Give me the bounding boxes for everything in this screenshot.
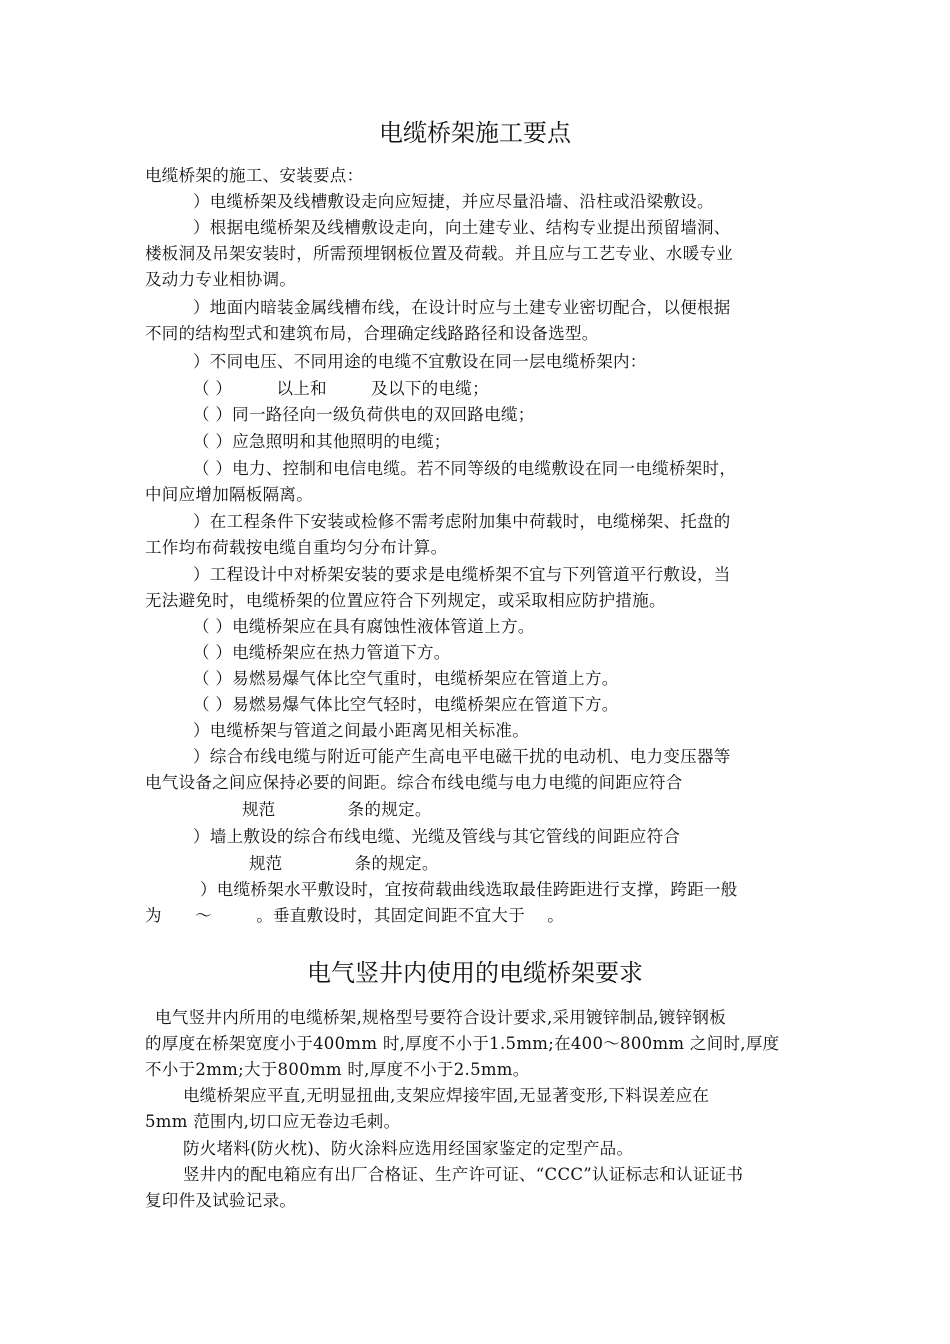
section-2-line: 的厚度在桥架宽度小于400mm 时,厚度不小于1.5mm;在400～800mm 之间时,厚度 xyxy=(145,1034,780,1053)
section-1-line: ）工程设计中对桥架安装的要求是电缆桥架不宜与下列管道平行敷设，当 xyxy=(193,565,731,584)
section-2-line: 电缆桥架应平直,无明显扭曲,支架应焊接牢固,无显著变形,下料误差应在 xyxy=(183,1086,710,1105)
section-1-line: 电缆桥架的施工、安装要点： xyxy=(145,166,364,185)
section-1-line: ）综合布线电缆与附近可能产生高电平电磁干扰的电动机、电力变压器等 xyxy=(193,747,731,766)
section-2-line: 防火堵料(防火枕)、防火涂料应选用经国家鉴定的定型产品。 xyxy=(183,1139,634,1158)
section-1-line: （ ）电缆桥架应在热力管道下方。 xyxy=(193,643,451,662)
section-1-line: ）不同电压、不同用途的电缆不宜敷设在同一层电缆桥架内： xyxy=(193,352,647,371)
section-1-line: ）墙上敷设的综合布线电缆、光缆及管线与其它管线的间距应符合 xyxy=(193,827,681,846)
section-1-line: ）电缆桥架及线槽敷设走向应短捷，并应尽量沿墙、沿柱或沿梁敷设。 xyxy=(193,192,714,211)
section-1-line: （ ）易燃易爆气体比空气重时，电缆桥架应在管道上方。 xyxy=(193,669,619,688)
section-2-title: 电气竖井内使用的电缆桥架要求 xyxy=(307,959,643,987)
section-1-line: ）电缆桥架水平敷设时，宜按荷载曲线选取最佳跨距进行支撑，跨距一般 xyxy=(200,880,738,899)
section-1-line: ）电缆桥架与管道之间最小距离见相关标准。 xyxy=(193,721,529,740)
section-1-line: 及动力专业相协调。 xyxy=(145,270,297,289)
section-1-line: （ ）电缆桥架应在具有腐蚀性液体管道上方。 xyxy=(193,617,535,636)
section-1-line: ）根据电缆桥架及线槽敷设走向，向土建专业、结构专业提出预留墙洞、 xyxy=(193,218,731,237)
section-1-line: 电气设备之间应保持必要的间距。综合布线电缆与电力电缆的间距应符合 xyxy=(145,773,683,792)
section-1-line: （ ）应急照明和其他照明的电缆； xyxy=(193,432,451,451)
section-2-line: 竖井内的配电箱应有出厂合格证、生产许可证、“CCC”认证标志和认证证书 xyxy=(183,1165,744,1184)
section-2-line: 5mm 范围内,切口应无卷边毛刺。 xyxy=(145,1112,401,1131)
section-1-line: ）在工程条件下安装或检修不需考虑附加集中荷载时，电缆梯架、托盘的 xyxy=(193,512,731,531)
section-1-line: （ ）同一路径向一级负荷供电的双回路电缆； xyxy=(193,405,535,424)
section-1-line: （ ）电力、控制和电信电缆。若不同等级的电缆敷设在同一电缆桥架时， xyxy=(193,459,737,478)
section-1-line: 为 ～ 。垂直敷设时，其固定间距不宜大于 。 xyxy=(145,906,565,925)
section-1-line: 楼板洞及吊架安装时，所需预埋钢板位置及荷载。并且应与工艺专业、水暖专业 xyxy=(145,244,733,263)
section-1-line: （ ） 以上和 及以下的电缆； xyxy=(193,379,489,398)
section-1-line: 规范 条的规定。 xyxy=(249,854,439,873)
section-1-line: 工作均布荷载按电缆自重均匀分布计算。 xyxy=(145,538,448,557)
section-1-line: 无法避免时，电缆桥架的位置应符合下列规定，或采取相应防护措施。 xyxy=(145,591,666,610)
section-2-line: 电气竖井内所用的电缆桥架,规格型号要符合设计要求,采用镀锌制品,镀锌钢板 xyxy=(155,1008,727,1027)
section-1-line: （ ）易燃易爆气体比空气轻时，电缆桥架应在管道下方。 xyxy=(193,695,619,714)
section-1-line: 规范 条的规定。 xyxy=(242,800,432,819)
section-2-line: 复印件及试验记录。 xyxy=(145,1191,297,1210)
section-1-line: 不同的结构型式和建筑布局，合理确定线路路径和设备选型。 xyxy=(145,324,599,343)
section-2-line: 不小于2mm;大于800mm 时,厚度不小于2.5mm。 xyxy=(145,1060,530,1079)
section-1-line: ）地面内暗装金属线槽布线，在设计时应与土建专业密切配合，以便根据 xyxy=(193,298,731,317)
section-1-title: 电缆桥架施工要点 xyxy=(379,119,571,147)
section-1-line: 中间应增加隔板隔离。 xyxy=(145,485,313,504)
